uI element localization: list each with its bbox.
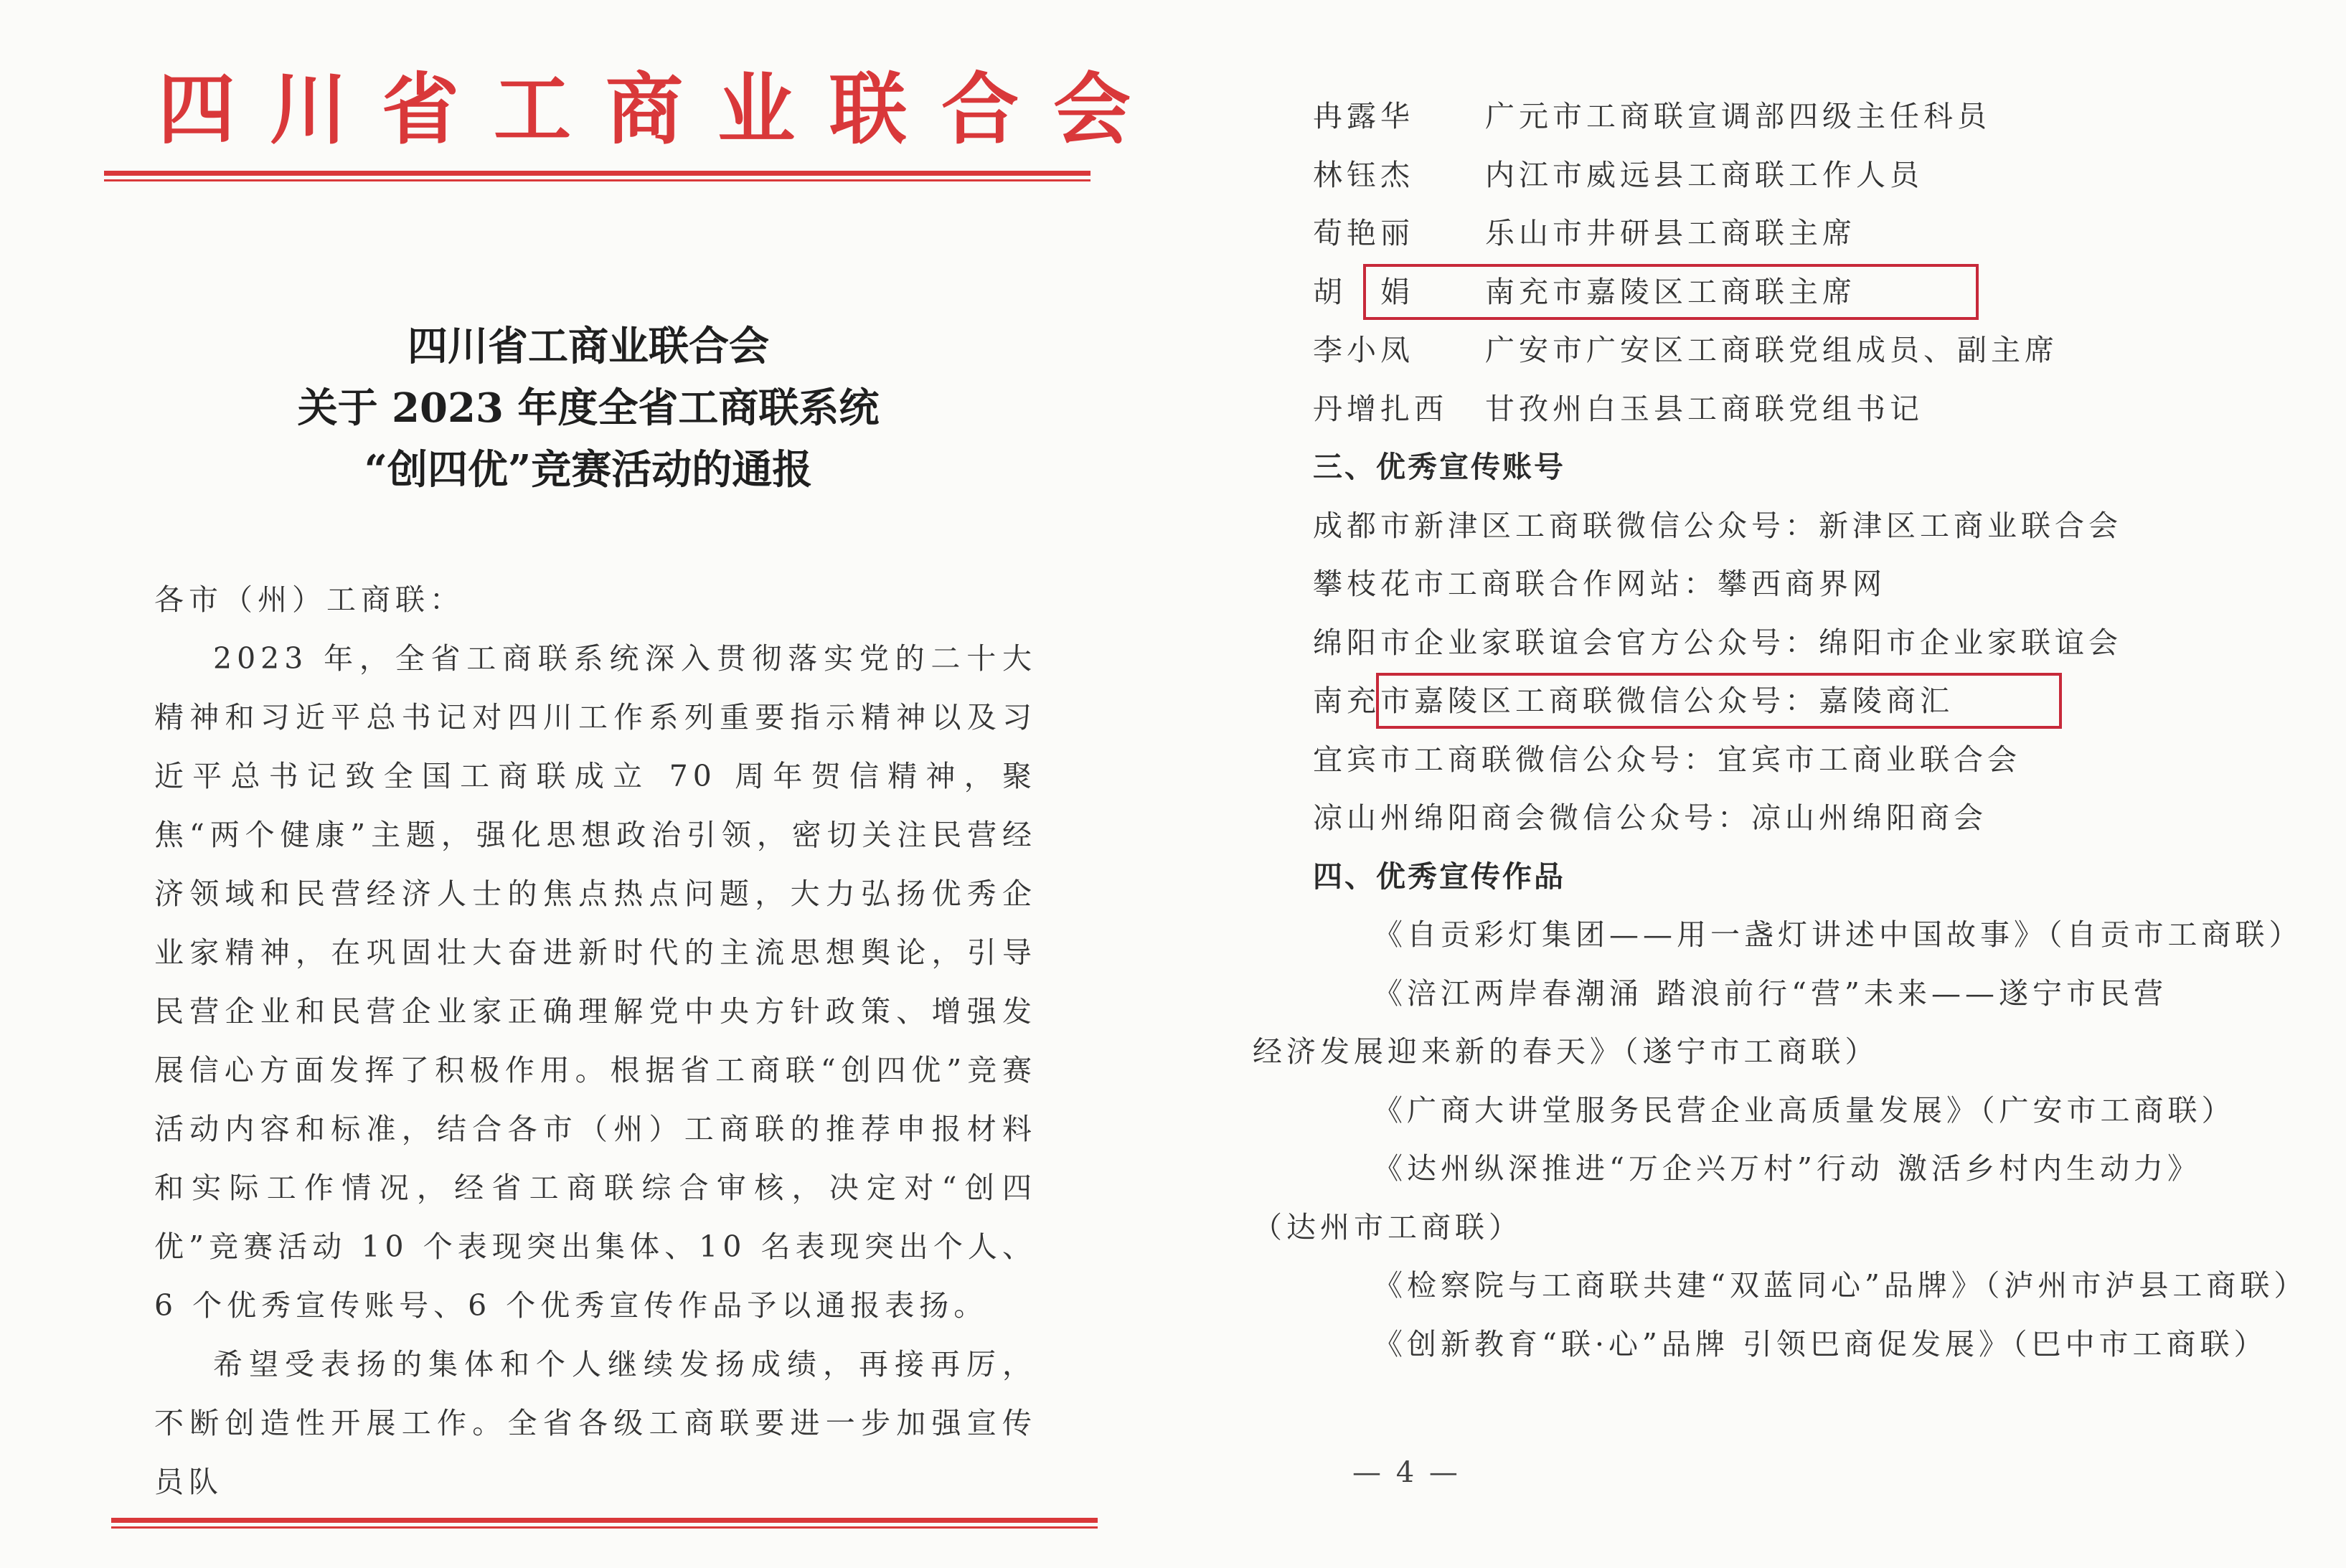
person-row — [1313, 380, 2238, 439]
person-title: 内江市威远县工商联工作人员 — [1485, 157, 1923, 192]
account-item-highlighted: 南充市嘉陵区工商联微信公众号：嘉陵商汇 — [1313, 684, 1954, 718]
person-row-highlighted — [1313, 263, 2238, 322]
account-item: 成都市新津区工商联微信公众号：新津区工商业联合会 — [1313, 508, 2122, 543]
footer-red-rule-thin — [111, 1526, 1098, 1529]
person-title: 广安市广安区工商联党组成员、副主席 — [1485, 333, 2058, 367]
letterhead-red-rule-thin — [104, 179, 1090, 181]
work-item: 《达州纵深推进“万企兴万村”行动 激活乡村内生动力》 — [1373, 1151, 2201, 1186]
notice-title-line-1: 四川省工商业联合会 — [408, 323, 769, 370]
person-row — [1313, 146, 2238, 205]
account-item: 攀枝花市工商联合作网站：攀西商界网 — [1313, 567, 1886, 601]
person-title: 甘孜州白玉县工商联党组书记 — [1485, 391, 1923, 426]
notice-title-line-3: “创四优”竞赛活动的通报 — [364, 446, 813, 493]
person-title: 广元市工商联宣调部四级主任科员 — [1485, 99, 1991, 133]
person-row — [1313, 204, 2238, 263]
work-item: 《涪江两岸春潮涌 踏浪前行“营”未来——遂宁市民营 — [1373, 976, 2167, 1011]
person-name: 冉露华 — [1313, 99, 1414, 133]
letterhead-red-rule — [104, 171, 1090, 176]
work-item-continuation: （达州市工商联） — [1253, 1209, 1522, 1245]
left-page — [0, 0, 1166, 1568]
work-item: 《检察院与工商联共建“双蓝同心”品牌》（泸州市泸县工商联） — [1373, 1268, 2308, 1303]
person-title: 乐山市井研县工商联主席 — [1485, 216, 1856, 250]
page-number: — 4 — — [1352, 1456, 1461, 1489]
notice-paragraph-2: 希望受表扬的集体和个人继续发扬成绩，再接再厉，不断创造性开展工作。全省各级工商联要进一步加强宣传员队 — [154, 1347, 1037, 1499]
notice-title-line-2: 关于 2023 年度全省工商联系统 — [297, 384, 880, 432]
work-item: 《广商大讲堂服务民营企业高质量发展》（广安市工商联） — [1373, 1092, 2236, 1128]
person-name: 丹增扎西 — [1313, 391, 1448, 426]
section-heading-works: 四、优秀宣传作品 — [1313, 859, 1565, 894]
person-name: 林钰杰 — [1313, 157, 1414, 192]
person-name: 荀艳丽 — [1313, 216, 1414, 250]
notice-body — [154, 570, 1037, 1511]
account-item: 宜宾市工商联微信公众号：宜宾市工商业联合会 — [1313, 742, 2021, 777]
person-title: 南充市嘉陵区工商联主席 — [1485, 274, 1856, 309]
right-page-content — [1253, 88, 2308, 1374]
account-item: 凉山州绵阳商会微信公众号：凉山州绵阳商会 — [1313, 800, 1987, 835]
work-item: 《创新教育“联·心”品牌 引领巴商促发展》（巴中市工商联） — [1373, 1326, 2268, 1361]
section-heading-accounts: 三、优秀宣传账号 — [1313, 450, 1565, 484]
person-row — [1313, 88, 2238, 146]
person-row — [1313, 321, 2238, 380]
work-item: 《自贡彩灯集团——用一盏灯讲述中国故事》（自贡市工商联） — [1373, 917, 2303, 952]
work-item-continuation: 经济发展迎来新的春天》（遂宁市工商联） — [1253, 1034, 1879, 1069]
notice-paragraph-1: 2023 年，全省工商联系统深入贯彻落实党的二十大精神和习近平总书记对四川工作系列重要指示精神以及习近平总书记致全国工商联成立 70 周年贺信精神，聚焦“两个健康”主题，强化思想政治引领，密切关注民营经济领域和民营经济人士的焦点热点问题，大力弘扬优秀企业家精神，在巩固壮大奋进新时代的主流思想舆论，引导民营企业和民营企业家正确理解党中央方针政策、增强发展信心方面发挥了积极作用。根据省工商联“创四优”竞赛活动内容和标准，结合各市（州）工商联的推荐申报材料和实际工作情况，经省工商联综合审核，决定对“创四优”竞赛活动 10 个表现突出集体、10 名表现突出个人、6 个优秀宣传账号、6 个优秀宣传作品予以通报表扬。 — [154, 641, 1037, 1323]
person-name: 李小凤 — [1313, 333, 1414, 367]
person-name: 胡 娟 — [1313, 274, 1414, 309]
salutation: 各市（州）工商联： — [154, 582, 464, 617]
account-item: 绵阳市企业家联谊会官方公众号：绵阳市企业家联谊会 — [1313, 625, 2122, 660]
letterhead-title: 四川省工商业联合会 — [158, 65, 1166, 155]
footer-red-rule — [111, 1518, 1098, 1523]
notice-title — [129, 316, 1047, 501]
